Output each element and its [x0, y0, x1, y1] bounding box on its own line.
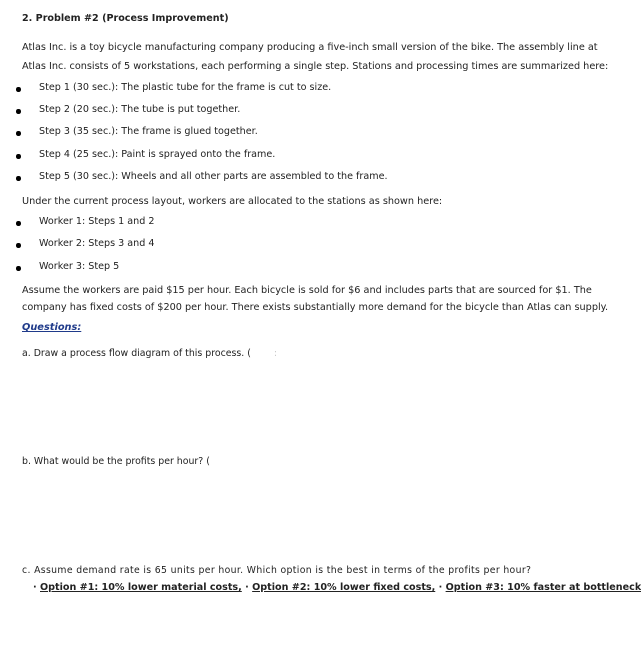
option-1: Option #1: 10% lower material costs, — [40, 582, 242, 593]
bullet-icon — [16, 176, 21, 181]
step-item: Step 5 (30 sec.): Wheels and all other parts are assembled to the frame. — [39, 171, 388, 182]
bullet-icon — [16, 87, 21, 92]
step-item: Step 4 (25 sec.): Paint is sprayed onto the frame. — [39, 149, 276, 160]
worker-item: Worker 1: Steps 1 and 2 — [39, 216, 155, 227]
option-separator: · — [245, 582, 249, 593]
step-item: Step 3 (35 sec.): The frame is glued together. — [39, 126, 258, 137]
worker-item: Worker 3: Step 5 — [39, 261, 120, 272]
step-item: Step 1 (30 sec.): The plastic tube for the frame is cut to size. — [39, 82, 332, 93]
problem-title: 2. Problem #2 (Process Improvement) — [22, 13, 229, 24]
intro-line-1: Atlas Inc. is a toy bicycle manufacturing company producing a five-inch small version of the bike. The assembly line at — [22, 42, 598, 53]
option-separator: · — [33, 582, 37, 593]
option-2: Option #2: 10% lower fixed costs, — [252, 582, 436, 593]
bullet-icon — [16, 109, 21, 114]
option-separator: · — [438, 582, 443, 593]
bullet-icon — [16, 221, 21, 226]
question-a-faint: : — [273, 348, 278, 359]
bullet-icon — [16, 154, 21, 159]
questions-heading: Questions: — [22, 322, 82, 333]
question-a-text: a. Draw a process flow diagram of this process. ( — [22, 348, 251, 359]
question-a — [22, 348, 277, 359]
question-b: b. What would be the profits per hour? ( — [22, 456, 210, 467]
bullet-icon — [16, 243, 21, 248]
worker-item: Worker 2: Steps 3 and 4 — [39, 238, 155, 249]
step-item: Step 2 (20 sec.): The tube is put together. — [39, 104, 241, 115]
intro-line-2: Atlas Inc. consists of 5 workstations, each performing a single step. Stations and processing times are summarized here: — [22, 61, 609, 72]
assumption-line-2: company has fixed costs of $200 per hour. There exists substantially more demand for the bicycle than Atlas can supply. — [22, 302, 609, 313]
options-line — [33, 582, 641, 593]
assumption-line-1: Assume the workers are paid $15 per hour. Each bicycle is sold for $6 and includes parts that are sourced for $1. The — [22, 285, 592, 296]
bullet-icon — [16, 266, 21, 271]
layout-intro: Under the current process layout, workers are allocated to the stations as shown here: — [22, 196, 443, 207]
bullet-icon — [16, 131, 21, 136]
question-c: c. Assume demand rate is 65 units per hour. Which option is the best in terms of the profits per hour? — [22, 565, 532, 576]
option-3: Option #3: 10% faster at bottleneck — [445, 582, 641, 593]
